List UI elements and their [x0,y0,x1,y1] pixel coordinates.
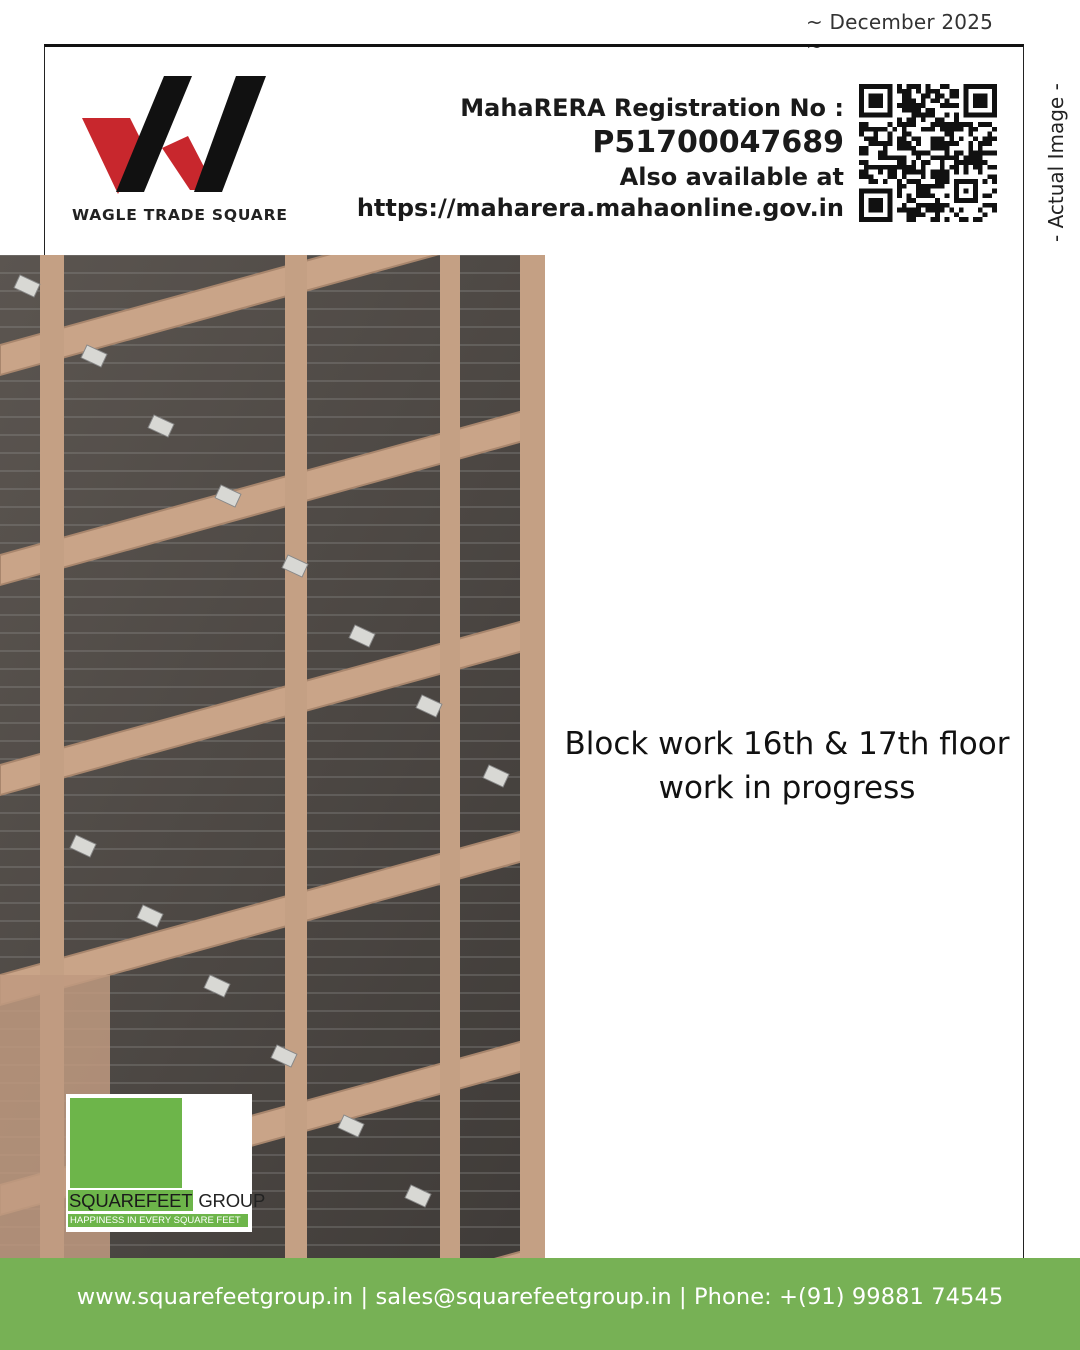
side-note [1040,72,1070,252]
brand-square-icon [70,1098,182,1188]
brand-name: SQUAREFEET GROUP [69,1190,266,1211]
logo-name: WAGLE TRADE SQUARE [72,206,288,224]
caption-line-2: work in progress [658,770,916,806]
caption-line-1: Block work 16th & 17th floor [564,726,1010,762]
contact-footer [0,1258,1080,1350]
contact-info[interactable]: www.squarefeetgroup.in | sales@squarefeetgroup.in | Phone: +(91) 99881 74545 [76,1284,1004,1310]
rera-url-link[interactable]: https://maharera.mahaonline.gov.in [356,194,844,222]
side-note-text: - Actual Image - [1044,83,1068,242]
squarefeet-group-logo [66,1094,266,1232]
progress-caption [552,722,1022,810]
rera-number: P51700047689 [592,125,844,160]
rera-info [324,92,844,224]
date-label: ~ December 2025 ~ [806,10,994,58]
rera-title: MahaRERA Registration No : [460,94,844,122]
rera-also-available: Also available at [619,163,844,191]
qr-code-icon[interactable] [858,84,998,222]
brand-tagline: HAPPINESS IN EVERY SQUARE FEET [68,1214,248,1227]
